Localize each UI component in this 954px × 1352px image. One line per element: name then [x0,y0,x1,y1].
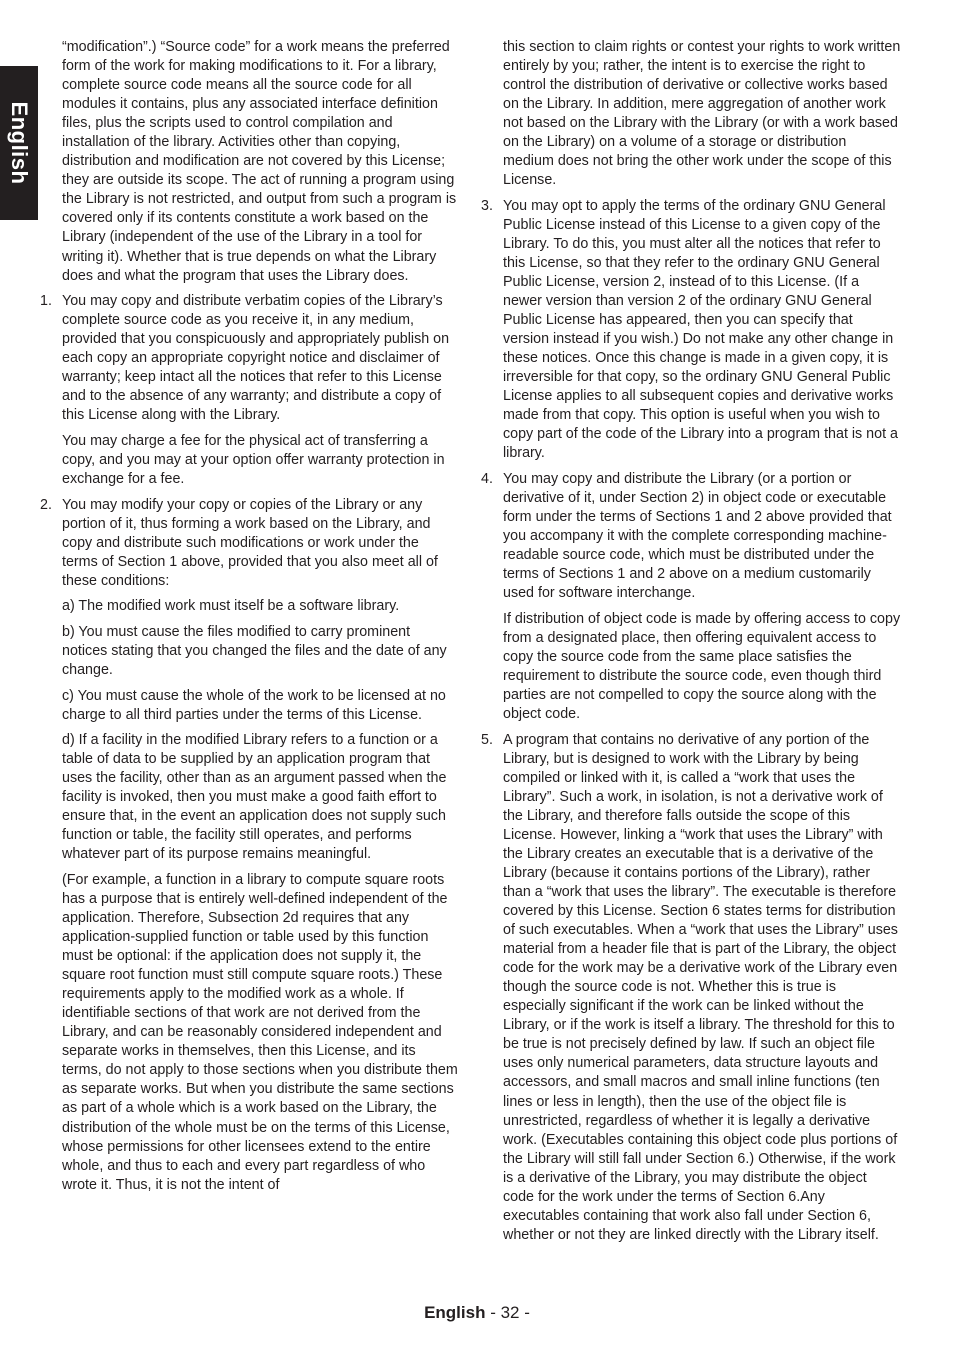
paragraph-text: d) If a facility in the modified Library refers to a function or a table of data to be supplied by an application program that uses the facility, other than as an argument passed when the facility is invoked, then you must make a good faith effort to ensure that, in the event an application does not supply such function or table, the facility still operates, and performs whatever part of its purpose remains meaningful. [62,732,447,863]
paragraph [40,871,458,1195]
paragraph-text: You may copy and distribute the Library (or a portion or derivative of it, under Section 2) in object code or executable form under the terms of Sections 1 and 2 above provided that you accompany it with the complete corresponding machine-readable source code, which must be distributed under the terms of Sections 1 and 2 above on a medium customarily used for software interchange. [503,471,892,602]
paragraph-text: this section to claim rights or contest your rights to work written entirely by you; rather, the intent is to exercise the right to control the distribution of derivative or collective works based on the Library. In addition, mere aggregation of another work not based on the Library with the Library (or with a work based on the Library) on a volume of a storage or distribution medium does not bring the other work under the scope of this License. [503,39,901,189]
numbered-paragraph [40,292,458,425]
language-tab-label: English [7,101,32,185]
numbered-paragraph [40,496,458,591]
page-number: - 32 - [490,1303,530,1322]
paragraph [40,597,458,616]
paragraph-text: (For example, a function in a library to compute square roots has a purpose that is entirely well-defined independent of the application. Therefore, Subsection 2d requires that any application-supplied function or table used by this function must be optional: if the application does not supply it, the square root function must still compute square roots.) These requirements apply to the modified work as a whole. If identifiable sections of that work are not derived from the Library, and can be reasonably considered independent and separate works in themselves, then this License, and its terms, do not apply to those sections when you distribute them as separate works. But when you distribute the same sections as part of a whole which is a work based on the Library, the distribution of the whole must be on the terms of this License, whose permissions for other licensees extend to the entire whole, and thus to each and every part regardless of who wrote it. Thus, it is not the intent of [62,871,458,1193]
paragraph-text: You may modify your copy or copies of the Library or any portion of it, thus forming a work based on the Library, and copy and distribute such modifications or work under the terms of Section 1 above, provided that you also meet all of these conditions: [62,496,438,589]
footer-language: English [424,1303,486,1322]
right-column [481,38,901,1251]
paragraph-text: c) You must cause the whole of the work to be licensed at no charge to all third parties under the terms of this License. [62,687,446,723]
paragraph-text: A program that contains no derivative of any portion of the Library, but is designed to work with the Library by being compiled or linked with it, is called a “work that uses the Library”. Such a work, in isolation, is not a derivative work of the Library, and therefore falls outside the scope of this License. However, linking a “work that uses the Library” with the Library creates an executable that is a derivative of the Library (because it contains portions of the Library), rather than a “work that uses the library”. The executable is therefore covered by this License. Section 6 states terms for distribution of such executables. When a “work that uses the Library” uses material from a header file that is part of the Library, the object code for the work may be a derivative work of the Library even though the source code is not. Whether this is true is especially significant if the work can be linked without the Library, or if the work is itself a library. The threshold for this to be true is not precisely defined by law. If such an object file uses only numerical parameters, data structure layouts and accessors, and small macros and small inline functions (ten lines or less in length), then the use of the object file is unrestricted, regardless of whether it is legally a derivative work. (Executables containing this object code plus portions of the Library will still fall under Section 6.) Otherwise, if the work is a derivative of the Library, you may distribute the object code for the work under the terms of Section 6.Any executables containing that work also fall under Section 6, whether or not they are linked directly with the Library itself. [503,731,898,1243]
paragraph [40,38,458,286]
paragraph-text: You may charge a fee for the physical act of transferring a copy, and you may at your option offer warranty protection in exchange for a fee. [62,432,445,488]
paragraph-number: 3. [481,197,493,214]
paragraph [481,38,901,190]
left-column [40,38,458,1201]
paragraph-text: You may opt to apply the terms of the ordinary GNU General Public License instead of this License to a given copy of the Library. To do this, you must alter all the notices that refer to this License, so that they refer to the ordinary GNU General Public License, version 2, instead of to this License. (If a newer version than version 2 of the ordinary GNU General Public License has appeared, then you can specify that version instead if you wish.) Do not make any other change in these notices. Once this change is made in a given copy, it is irreversible for that copy, so the ordinary GNU General Public License applies to all subsequent copies and derivative works made from that copy. This option is useful when you wish to copy part of the code of the Library into a program that is not a library. [503,197,898,462]
numbered-paragraph [481,197,901,464]
paragraph [40,687,458,725]
paragraph [40,731,458,864]
paragraph-text: You may copy and distribute verbatim copies of the Library’s complete source code as you receive it, in any medium, provided that you conspicuously and appropriately publish on each copy an appropriate copyright notice and disclaimer of warranty; keep intact all the notices that refer to this License and to the absence of any warranty; and distribute a copy of this License along with the Library. [62,293,450,424]
paragraph [40,623,458,680]
paragraph-number: 4. [481,471,493,488]
paragraph-number: 2. [40,496,52,513]
numbered-paragraph [481,731,901,1245]
paragraph-number: 5. [481,731,493,748]
paragraph-text: b) You must cause the files modified to carry prominent notices stating that you changed the files and the date of any change. [62,623,447,678]
language-side-tab [0,66,38,220]
paragraph-number: 1. [40,293,52,310]
paragraph-text: If distribution of object code is made by offering access to copy from a designated place, then offering equivalent access to copy the source code from the same place satisfies the requirement to distribute the source code, even though third parties are not compelled to copy the source along with the object code. [503,610,901,723]
numbered-paragraph [481,470,901,603]
page-footer [0,1303,954,1323]
paragraph [481,610,901,724]
paragraph-text: “modification”.) “Source code” for a work means the preferred form of the work for making modifications to it. For a library, complete source code means all the source code for all modules it contains, plus any associated interface definition files, plus the scripts used to control compilation and installation of the library. Activities other than copying, distribution and modification are not covered by this License; they are outside its scope. The act of running a program using the Library is not restricted, and output from such a program is covered only if its contents constitute a work based on the Library (independent of the use of the Library in a tool for writing it). Whether that is true depends on what the Library does and what the program that uses the Library does. [62,39,457,284]
paragraph-text: a) The modified work must itself be a software library. [62,598,400,615]
paragraph [40,432,458,489]
